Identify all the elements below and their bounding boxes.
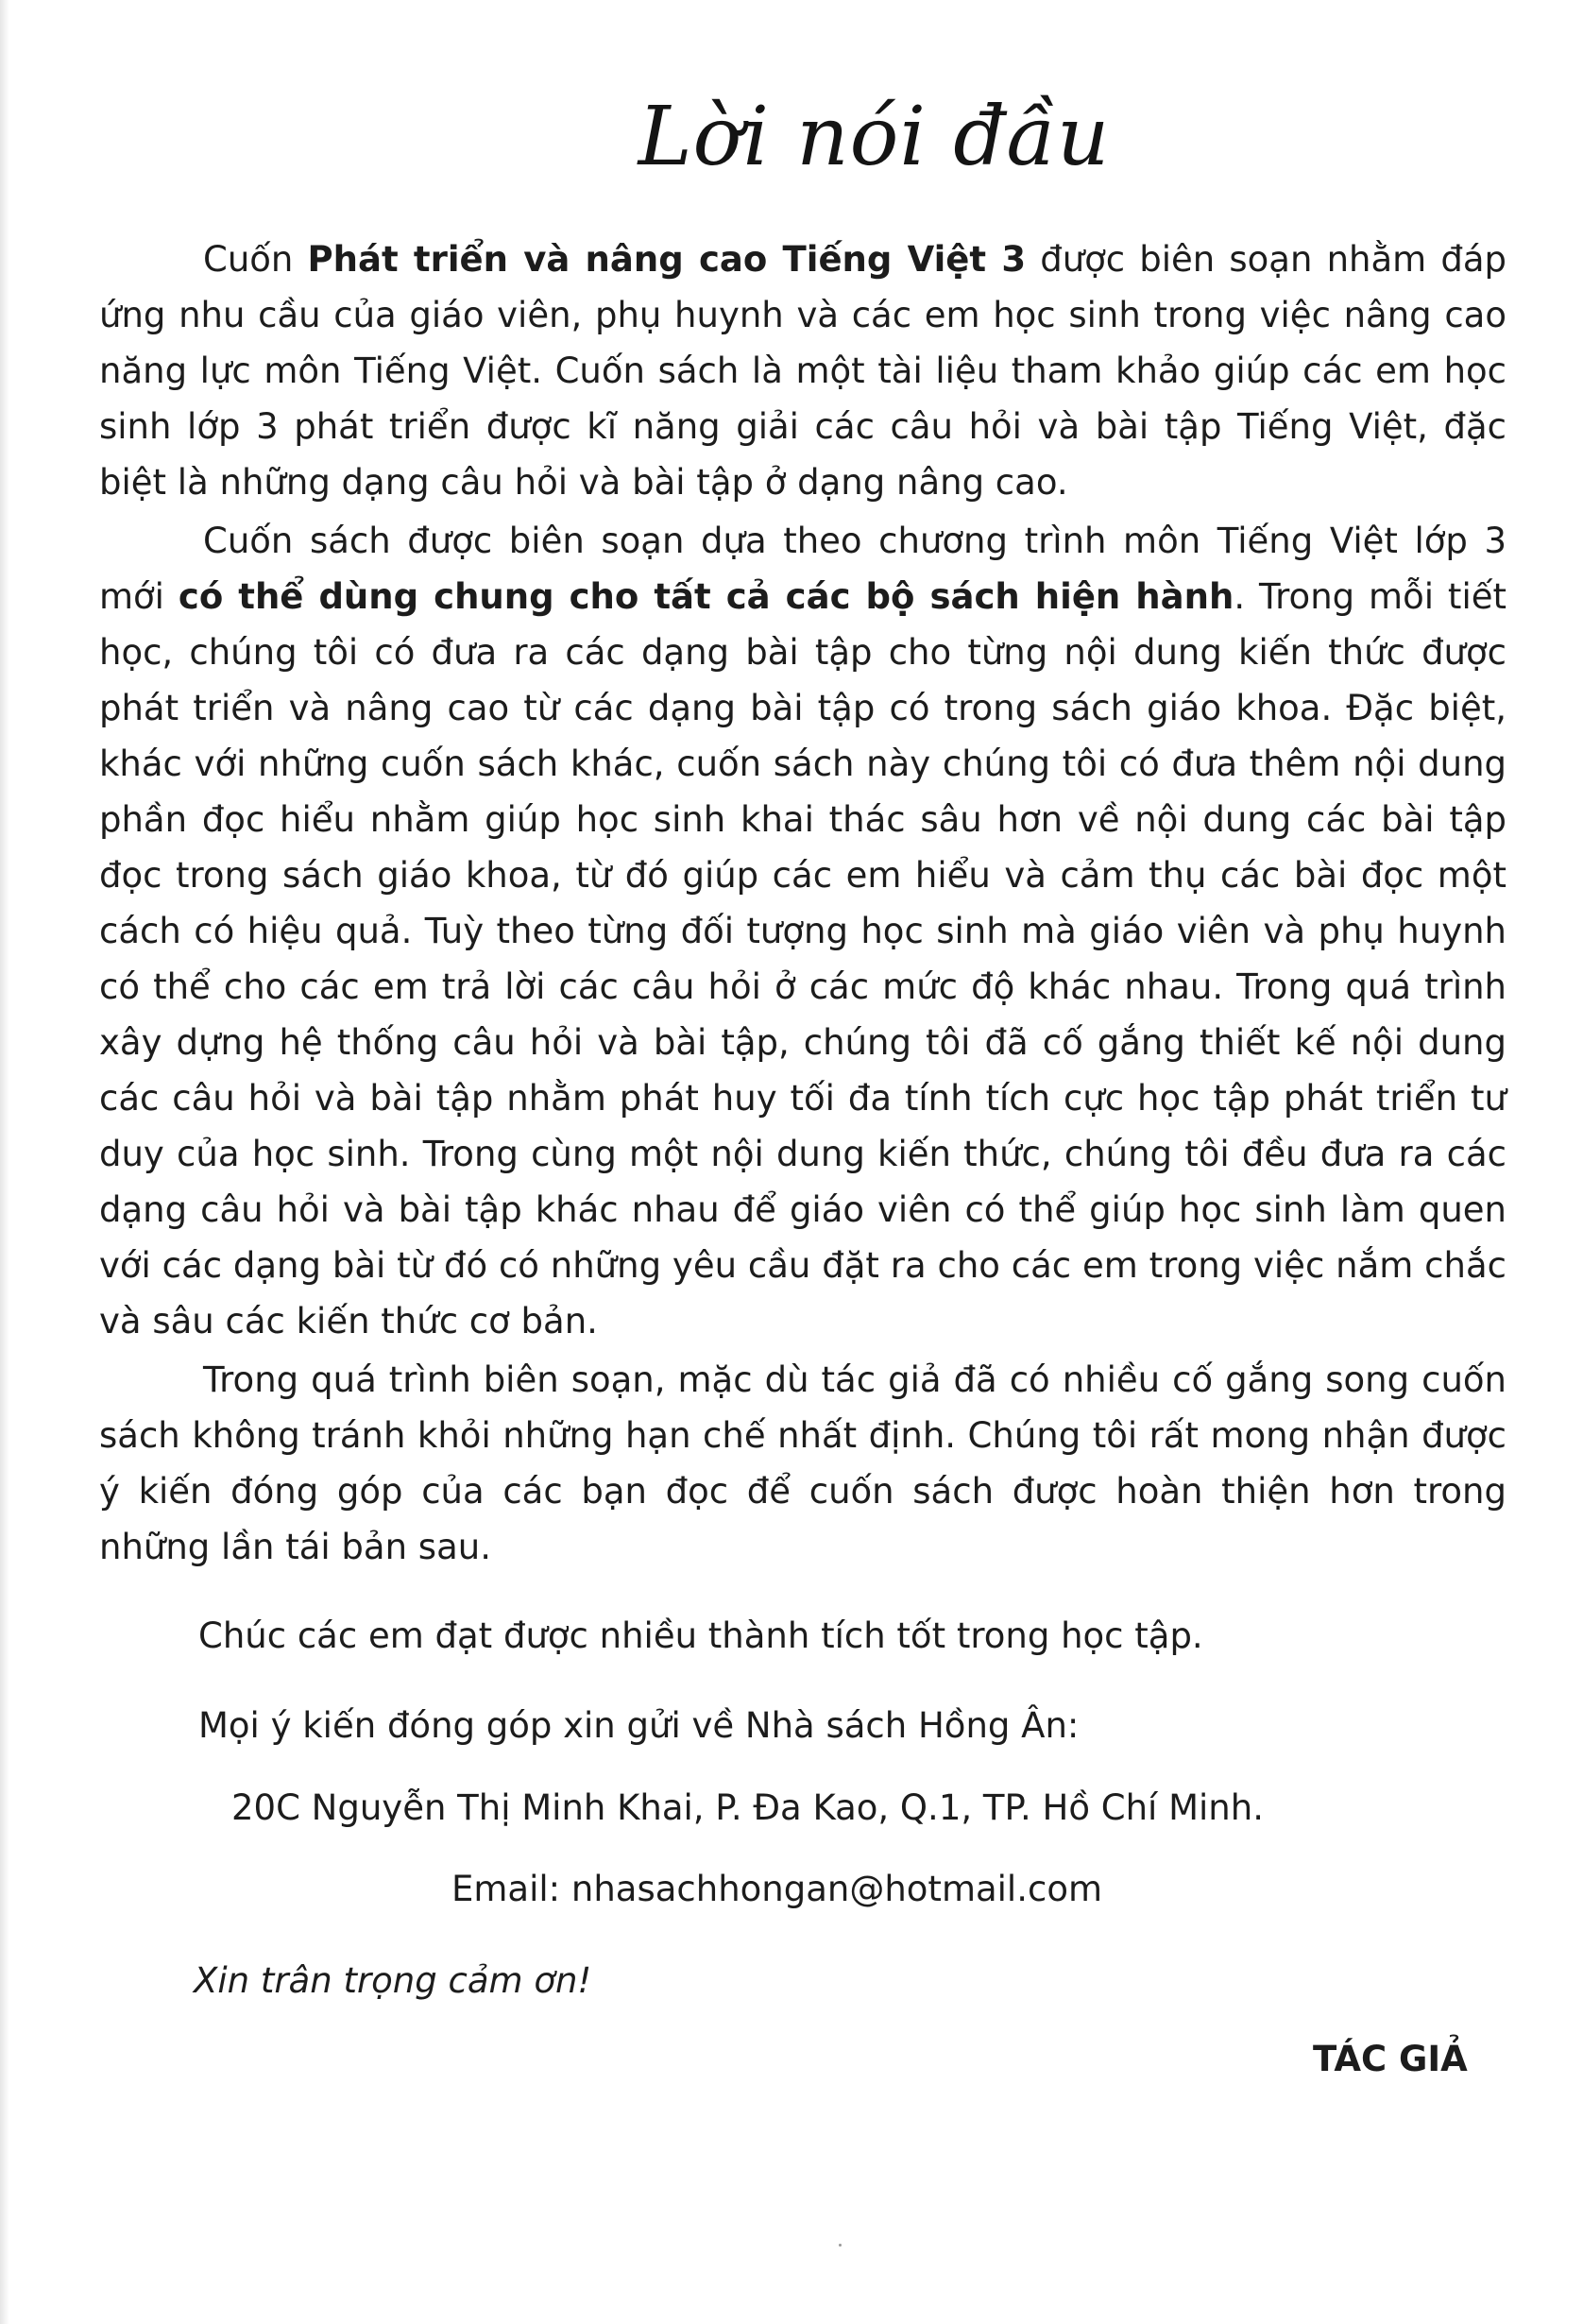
email-line: Email: nhasachhongan@hotmail.com bbox=[451, 1869, 1102, 1909]
paragraph-2-segment: . Trong mỗi tiết học, chúng tôi có đưa ra các dạng bài tập cho từng nội dung kiến thức được phát triển và nâng cao từ các dạng bài tập có trong sách giáo khoa. Đặc biệt, khác với những cuốn sách khác, cuốn sách này chúng tôi có đưa thêm nội dung phần đọc hiểu nhằm giúp học sinh khai thác sâu hơn về nội dung các bài tập đọc trong sách giáo khoa, từ đó giúp các em hiểu và cảm thụ các bài đọc một cách có hiệu quả. Tuỳ theo từng đối tượng học sinh mà giáo viên và phụ huynh có thể cho các em trả lời các câu hỏi ở các mức độ khác nhau. Trong quá trình xây dựng hệ thống câu hỏi và bài tập, chúng tôi đã cố gắng thiết kế nội dung các câu hỏi và bài tập nhằm phát huy tối đa tính tích cực học tập phát triển tư duy của học sinh. Trong cùng một nội dung kiến thức, chúng tôi đều đưa ra các dạng câu hỏi và bài tập khác nhau để giáo viên có thể giúp học sinh làm quen với các dạng bài từ đó có những yêu cầu đặt ra cho các em trong việc nắm chắc và sâu các kiến thức cơ bản. bbox=[99, 576, 1506, 1341]
scan-speck bbox=[839, 2244, 842, 2247]
page-edge-shadow bbox=[0, 0, 9, 2324]
paragraph-3 bbox=[99, 1352, 1506, 1575]
contact-intro: Mọi ý kiến đóng góp xin gửi về Nhà sách Hồng Ân: bbox=[198, 1705, 1080, 1746]
book-title-bold: Phát triển và nâng cao Tiếng Việt 3 bbox=[307, 239, 1027, 280]
thanks-line: Xin trân trọng cảm ơn! bbox=[194, 1960, 592, 2001]
preface-body bbox=[99, 231, 1506, 1575]
compatibility-bold: có thể dùng chung cho tất cả các bộ sách hiện hành bbox=[178, 576, 1234, 617]
author-signature: TÁC GIẢ bbox=[1313, 2039, 1468, 2079]
paragraph-3-segment: Trong quá trình biên soạn, mặc dù tác giả đã có nhiều cố gắng song cuốn sách không tránh khỏi những hạn chế nhất định. Chúng tôi rất mong nhận được ý kiến đóng góp của các bạn đọc để cuốn sách được hoàn thiện hơn trong những lần tái bản sau. bbox=[99, 1359, 1506, 1567]
paragraph-2 bbox=[99, 513, 1506, 1349]
address-line: 20C Nguyễn Thị Minh Khai, P. Đa Kao, Q.1, TP. Hồ Chí Minh. bbox=[231, 1787, 1264, 1828]
paragraph-1-segment: được biên soạn nhằm đáp ứng nhu cầu của giáo viên, phụ huynh và các em học sinh trong việc nâng cao năng lực môn Tiếng Việt. Cuốn sách là một tài liệu tham khảo giúp các em học sinh lớp 3 phát triển được kĩ năng giải các câu hỏi và bài tập Tiếng Việt, đặc biệt là những dạng câu hỏi và bài tập ở dạng nâng cao. bbox=[99, 239, 1506, 503]
page-title: Lời nói đầu bbox=[638, 90, 1111, 184]
paragraph-1 bbox=[99, 231, 1506, 510]
paragraph-2-segment: Cuốn sách được biên soạn dựa theo chương trình môn Tiếng Việt lớp 3 mới bbox=[99, 521, 1506, 617]
wish-line: Chúc các em đạt được nhiều thành tích tốt trong học tập. bbox=[198, 1615, 1203, 1656]
paragraph-1-segment: Cuốn bbox=[203, 239, 308, 280]
